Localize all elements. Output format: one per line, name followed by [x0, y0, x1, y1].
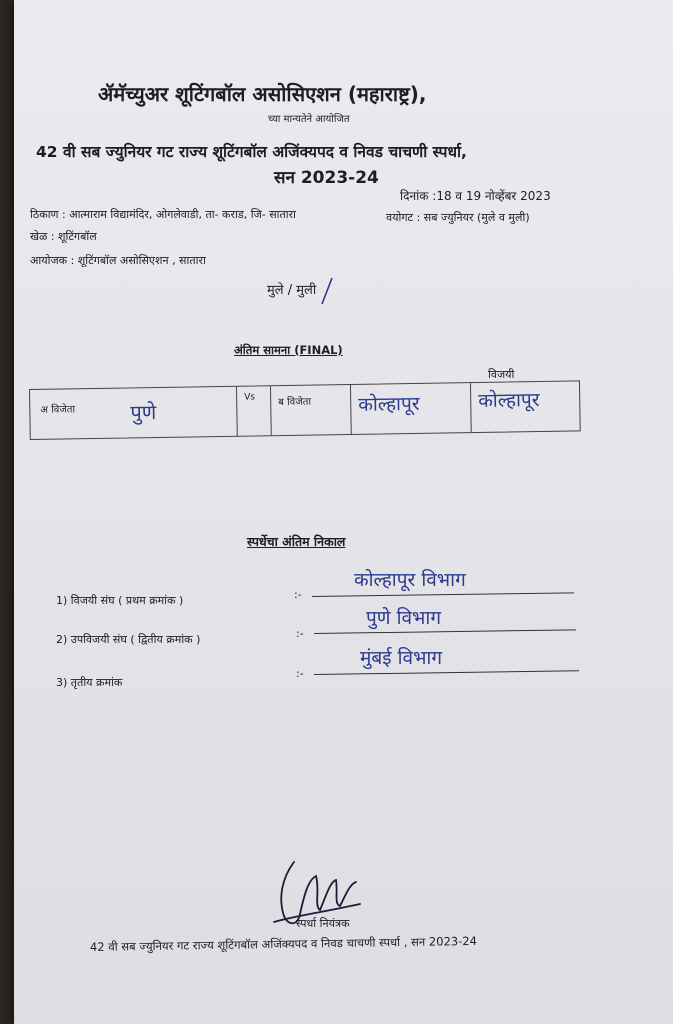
vs-label: Vs — [244, 392, 256, 403]
document-page — [14, 0, 673, 1024]
organizer-line: आयोजक : शूटिंगबॉल असोसिएशन , सातारा — [30, 254, 206, 267]
org-title: ॲमॅच्युअर शूटिंगबॉल असोसिएशन (महाराष्ट्र), — [98, 82, 427, 106]
footer-line: 42 वी सब ज्युनियर गट राज्य शूटिंगबॉल अजिंक्यपद व निवड चाचणी स्पर्धा , सन 2023-24 — [89, 933, 478, 954]
age-group-line: वयोगट : सब ज्युनियर (मुले व मुली) — [386, 211, 530, 224]
result-row-3-sep: :- — [296, 667, 304, 680]
sport-line: खेळ : शूटिंगबॉल — [30, 230, 97, 243]
result-row-3-label: 3) तृतीय क्रमांक — [56, 676, 123, 689]
result-row-2-sep: :- — [296, 627, 304, 640]
result-row-3-value: मुंबई विभाग — [360, 647, 443, 669]
team-b-name: कोल्हापूर — [358, 392, 420, 416]
result-row-3-underline — [314, 670, 579, 675]
recognition-line: च्या मान्यतेने आयोजित — [268, 114, 350, 125]
date-line: दिनांक :18 व 19 नोव्हेंबर 2023 — [400, 189, 551, 203]
result-row-2-label: 2) उपविजयी संघ ( द्वितीय क्रमांक ) — [56, 633, 201, 646]
final-winner-name: कोल्हापूर — [478, 388, 540, 412]
result-row-2-value: पुणे विभाग — [366, 607, 442, 629]
result-row-1-underline — [312, 592, 574, 597]
final-title: अंतिम सामना (FINAL) — [234, 343, 343, 357]
event-title: 42 वी सब ज्युनियर गट राज्य शूटिंगबॉल अजिंक्यपद व निवड चाचणी स्पर्धा, — [36, 143, 467, 161]
result-row-1-sep: :- — [294, 588, 302, 601]
final-table — [29, 380, 581, 440]
result-row-1-value: कोल्हापूर विभाग — [354, 569, 466, 591]
venue-line: ठिकाण : आत्माराम विद्यामंदिर, ओगलेवाडी, ता- कराड, जि- सातारा — [30, 208, 296, 221]
result-row-1-label: 1) विजयी संघ ( प्रथम क्रमांक ) — [56, 594, 184, 607]
event-year: सन 2023-24 — [274, 168, 379, 188]
signature-role: स्पर्धा नियंत्रक — [296, 917, 350, 930]
team-a-label: अ विजेता — [40, 404, 76, 416]
results-title: स्पर्धेचा अंतिम निकाल — [247, 534, 346, 549]
team-b-label: ब विजेता — [278, 396, 312, 409]
team-a-name: पुणे — [130, 400, 157, 425]
gender-strike-mark — [316, 276, 340, 306]
result-row-2-underline — [314, 629, 576, 634]
winner-header: विजयी — [488, 368, 515, 381]
gender-line: मुले / मुली — [267, 283, 317, 298]
